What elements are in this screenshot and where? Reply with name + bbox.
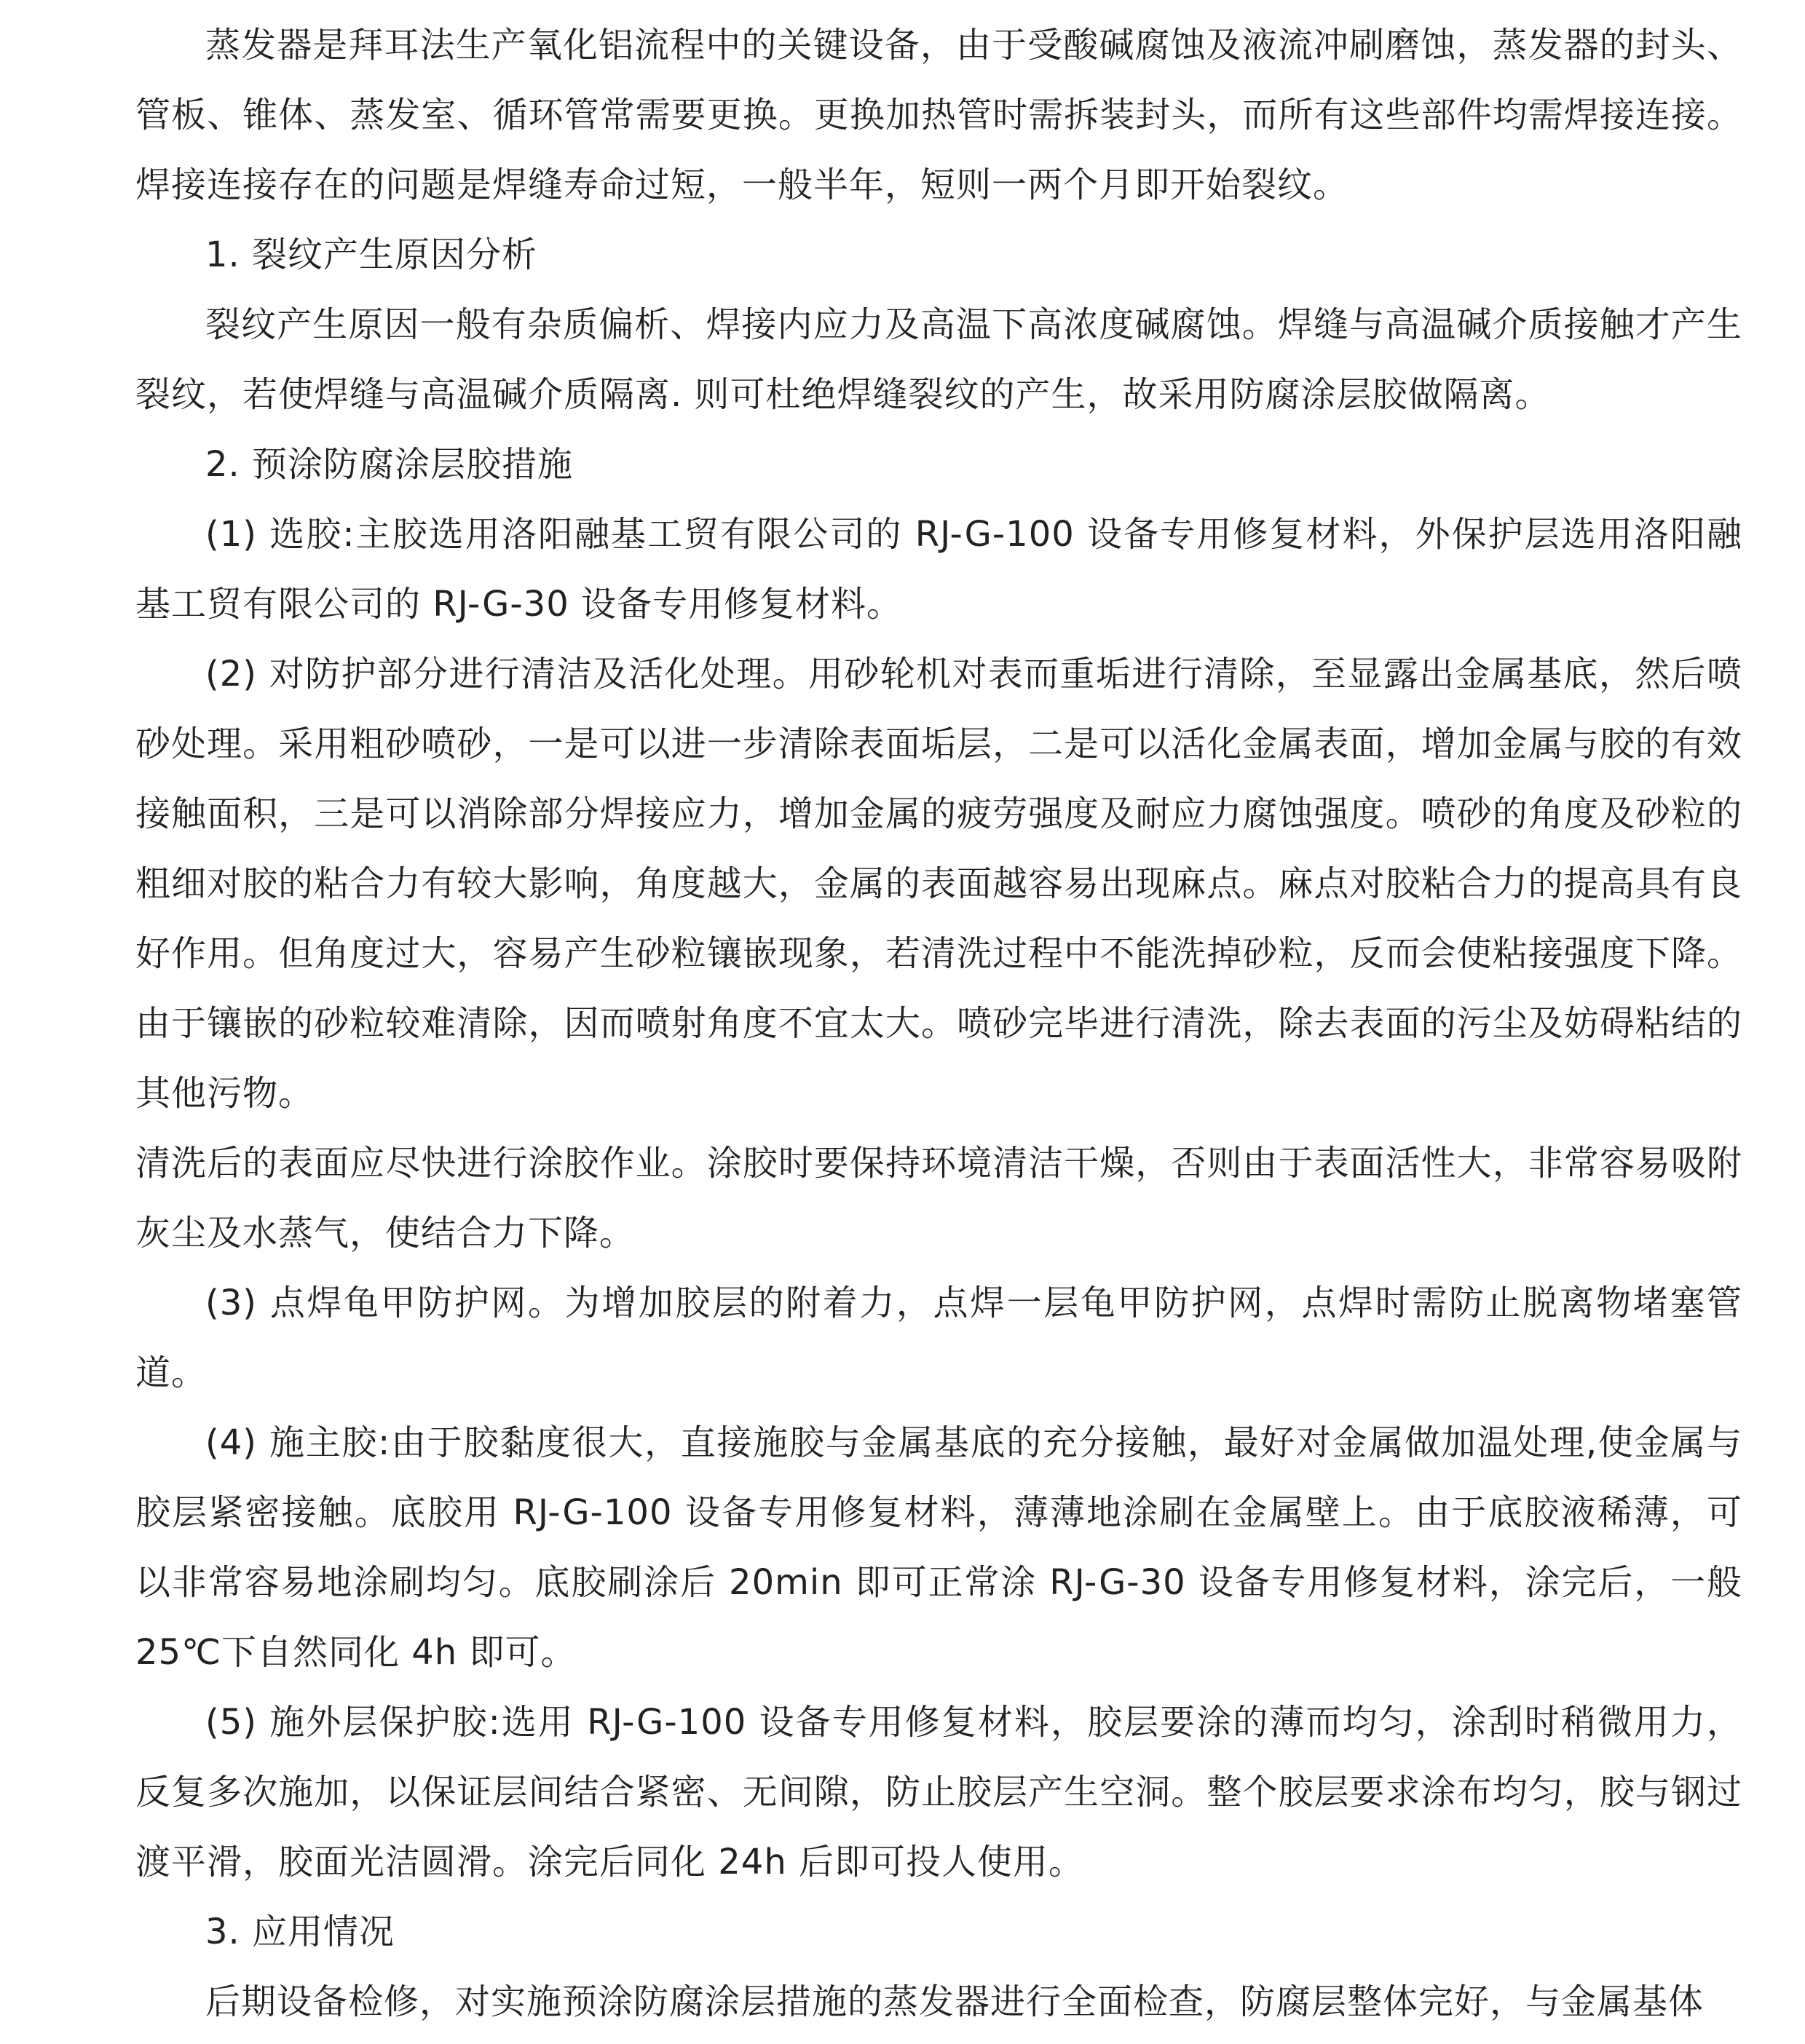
section-heading-application: 3. 应用情况 bbox=[205, 1912, 395, 1952]
paragraph-step4-main-glue: (4) 施主胶:由于胶黏度很大，直接施胶与金属基底的充分接触，最好对金属做加温处理,使金属与胶层紧密接触。底胶用 RJ-G-100 设备专用修复材料，薄薄地涂刷在金属壁上。由于底胶液稀薄，可以非常容易地涂刷均匀。底胶刷涂后 20min 即可正常涂 RJ-G-30 设备专用修复材料，涂完后，一般 25℃下自然同化 4h 即可。 bbox=[135, 1422, 1742, 1673]
intro-paragraph: 蒸发器是拜耳法生产氧化铝流程中的关键设备，由于受酸碱腐蚀及液流冲刷磨蚀，蒸发器的封头、管板、锥体、蒸发室、循环管常需要更换。更换加热管时需拆装封头，而所有这些部件均需焊接连接。焊接连接存在的问题是焊缝寿命过短，一般半年，短则一两个月即开始裂纹。 bbox=[135, 25, 1742, 205]
paragraph-step3-spot-weld-mesh: (3) 点焊龟甲防护网。为增加胶层的附着力，点焊一层龟甲防护网，点焊时需防止脱离物堵塞管道。 bbox=[135, 1283, 1742, 1393]
paragraph-step1-glue-selection: (1) 选胶:主胶选用洛阳融基工贸有限公司的 RJ-G-100 设备专用修复材料，外保护层选用洛阳融基工贸有限公司的 RJ-G-30 设备专用修复材料。 bbox=[135, 514, 1742, 625]
paragraph-step2-surface-prep: (2) 对防护部分进行清洁及活化处理。用砂轮机对表而重垢进行清除，至显露出金属基底，然后喷砂处理。采用粗砂喷砂，一是可以进一步清除表面垢层，二是可以活化金属表面，增加金属与胶的有效接触面积，三是可以消除部分焊接应力，增加金属的疲劳强度及耐应力腐蚀强度。喷砂的角度及砂粒的粗细对胶的粘合力有较大影响，角度越大，金属的表面越容易出现麻点。麻点对胶粘合力的提高具有良好作用。但角度过大，容易产生砂粒镶嵌现象，若清洗过程中不能洗掉砂粒，反而会使粘接强度下降。由于镶嵌的砂粒较难清除，因而喷射角度不宜太大。喷砂完毕进行清洗，除去表面的污尘及妨碍粘结的其他污物。 bbox=[135, 654, 1742, 1114]
section-heading-coating-steps: 2. 预涂防腐涂层胶措施 bbox=[205, 444, 574, 485]
paragraph-crack-causes: 裂纹产生原因一般有杂质偏析、焊接内应力及高温下高浓度碱腐蚀。焊缝与高温碱介质接触才产生裂纹，若使焊缝与高温碱介质隔离. 则可杜绝焊缝裂纹的产生，故采用防腐涂层胶做隔离。 bbox=[135, 304, 1742, 415]
paragraph-application-status: 后期设备检修，对实施预涂防腐涂层措施的蒸发器进行全面检查，防腐层整体完好，与金属基体 bbox=[205, 1981, 1705, 2022]
paragraph-cleaning-note: 清洗后的表面应尽快进行涂胶作业。涂胶时要保持环境清洁干燥，否则由于表面活性大，非常容易吸附灰尘及水蒸气，使结合力下降。 bbox=[135, 1143, 1742, 1253]
section-heading-crack-causes: 1. 裂纹产生原因分析 bbox=[205, 234, 538, 275]
paragraph-step5-outer-coat: (5) 施外层保护胶:选用 RJ-G-100 设备专用修复材料，胶层要涂的薄而均匀，涂刮时稍微用力，反复多次施加，以保证层间结合紧密、无间隙，防止胶层产生空洞。整个胶层要求涂布均匀，胶与钢过渡平滑，胶面光洁圆滑。涂完后同化 24h 后即可投人使用。 bbox=[135, 1702, 1742, 1882]
